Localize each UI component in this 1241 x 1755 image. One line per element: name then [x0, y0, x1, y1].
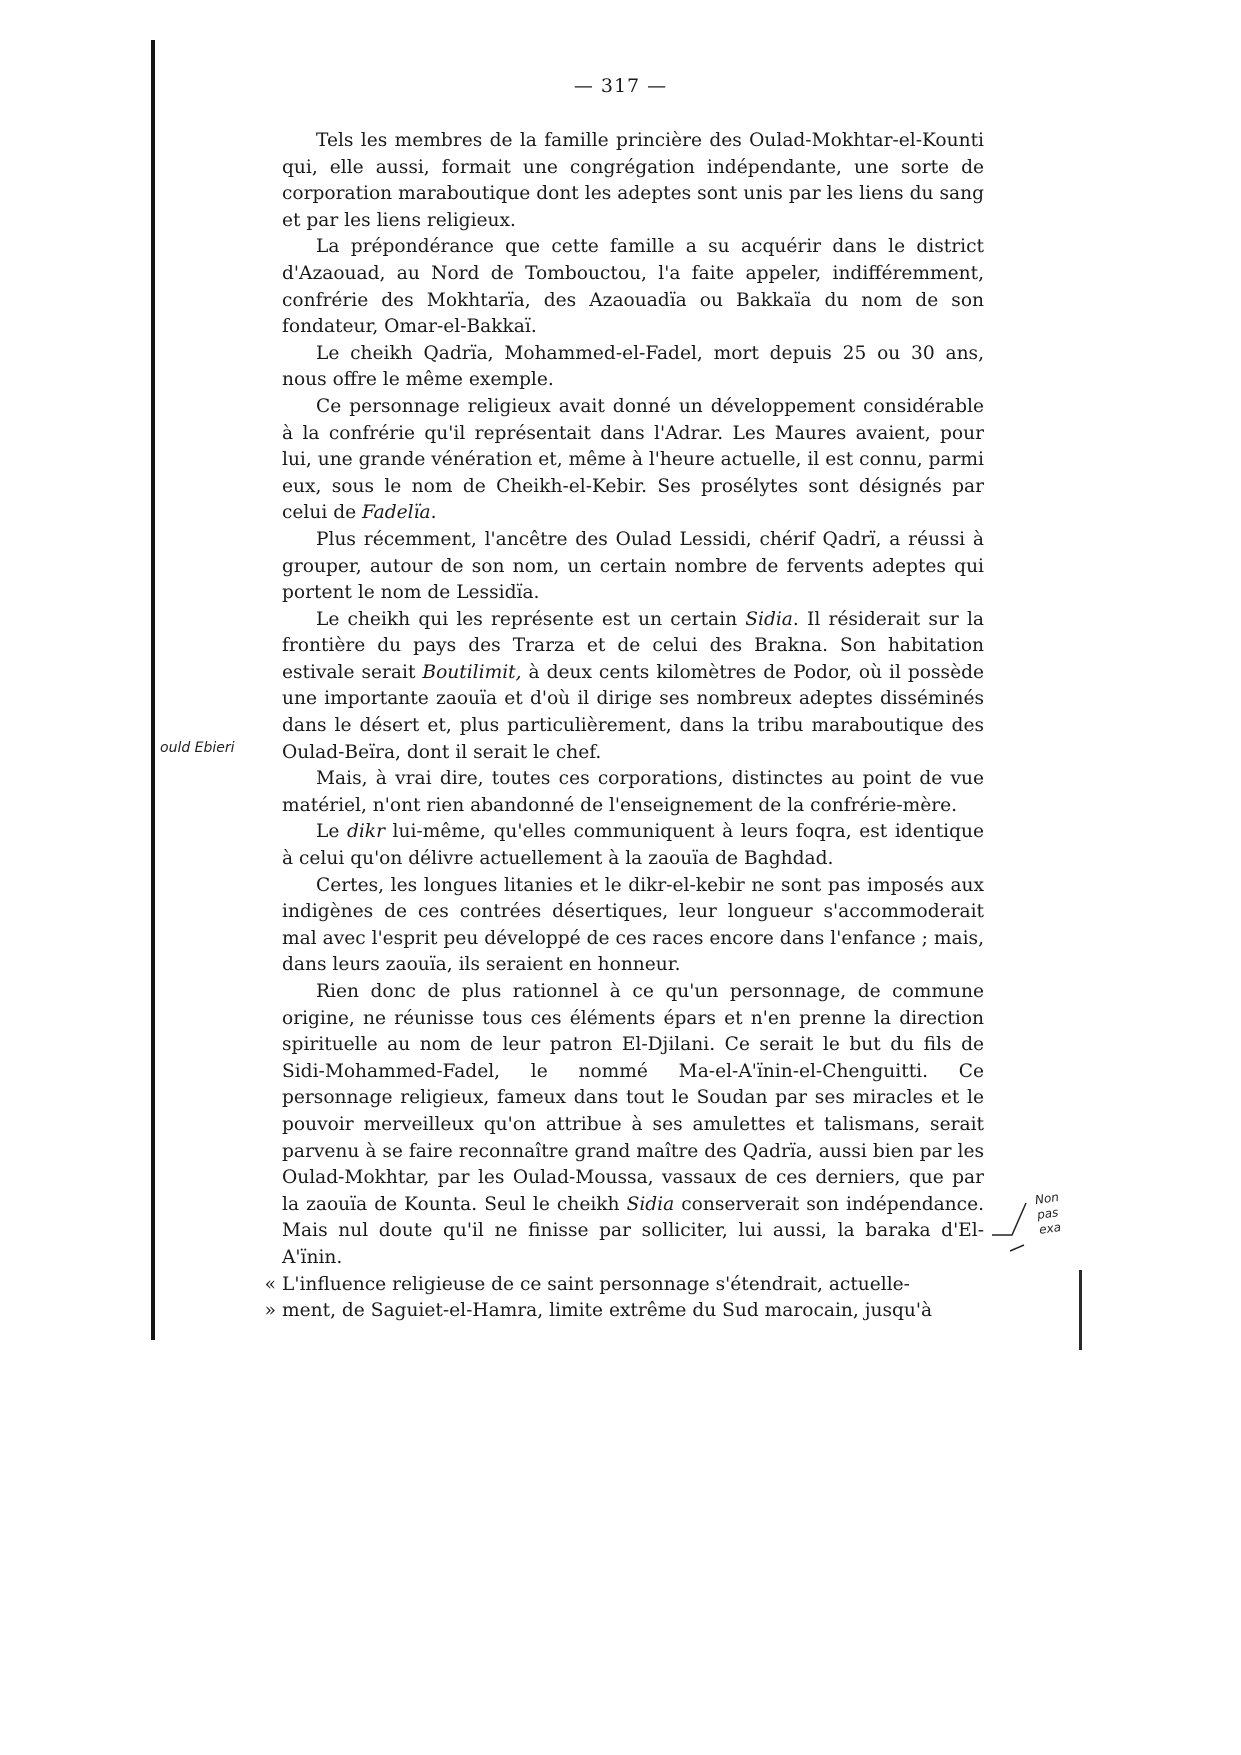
quote-line-2 [264, 1298, 984, 1325]
italic-term: dikr [346, 821, 385, 843]
scan-border-right [1079, 1270, 1082, 1350]
italic-term: Sidia [626, 1193, 675, 1215]
handwritten-note-right [1034, 1187, 1084, 1238]
text-span: conserverait son indépendance. Mais nul doute qu'il ne finisse par solliciter, lui aussi, la baraka d'El-A'ïnin. [282, 1193, 984, 1268]
text-span: L'influence religieuse de ce saint personnage s'étendrait, actuelle- [282, 1273, 910, 1295]
paragraph-cheikh-sidia [282, 607, 984, 767]
text-span: lui-même, qu'elles communiquent à leurs foqra, est identique à celui qu'on délivre actuellement à la zaouïa de Baghdad. [282, 821, 984, 870]
paragraph-ma-el-ainin [282, 979, 984, 1272]
italic-term: Sidia [745, 608, 793, 630]
text-span: Rien donc de plus rationnel à ce qu'un personnage, de commune origine, ne réunisse tous ces éléments épars et n'en prenne la direction spirituelle au nom de leur patron El-Djilani. Ce serait le but du fils de Sidi-Mohammed-Fadel, le nommé Ma-el-A'ïnin-el-Chenguitti. Ce personnage religieux, fameux dans tout le Soudan par ses miracles et le pouvoir merveilleux qu'on attribue à ses amulettes et talismans, serait parvenu à se faire reconnaître grand maître des Qadrïa, aussi bien par les Oulad-Mokhtar, par les Oulad-Moussa, vassaux de ces derniers, que par la zaouïa de Kounta. Seul le cheikh [282, 981, 984, 1215]
paragraph-litanies: Certes, les longues litanies et le dikr-el-kebir ne sont pas imposés aux indigènes de ces contrées désertiques, leur longueur s'accommoderait mal avec l'esprit peu développé de ces races encore dans l'enfance ; mais, dans leurs zaouïa, ils seraient en honneur. [282, 874, 984, 976]
quote-open-mark: « [264, 1273, 276, 1295]
paragraph-preponderance: La prépondérance que cette famille a su acquérir dans le district d'Azaouad, au Nord de Tombouctou, l'a faite appeler, indifféremment, confrérie des Mokhtarïa, des Azaouadïa ou Bakkaïa du nom de son fondateur, Omar-el-Bakkaï. [282, 236, 984, 338]
note-word: Non [1034, 1189, 1060, 1208]
text-span: . [430, 502, 437, 524]
paragraph-personnage-religieux [282, 394, 984, 527]
note-word: pas [1036, 1205, 1060, 1222]
paragraph-cheikh-qadria: Le cheikh Qadrïa, Mohammed-el-Fadel, mort depuis 25 ou 30 ans, nous offre le même exemple. [282, 342, 984, 391]
paragraph-corporations: Mais, à vrai dire, toutes ces corporations, distinctes au point de vue matériel, n'ont rien abandonné de l'enseignement de la confrérie-mère. [282, 768, 984, 816]
handwritten-note-left: ould Ebieri [160, 740, 235, 756]
quote-line-1 [264, 1272, 984, 1299]
text-span: Ce personnage religieux avait donné un développement considérable à la confrérie qu'il représentait dans l'Adrar. Les Maures avaient, pour lui, une grande vénération et, même à l'heure actuelle, il est connu, parmi eux, sous le nom de Cheikh-el-Kebir. Ses prosélytes sont désignés par celui de [282, 395, 984, 524]
paragraph-oulad-mokhtar: Tels les membres de la famille princière des Oulad-Mokhtar-el-Kounti qui, elle aussi, formait une congrégation indépendante, une sorte de corporation maraboutique dont les adeptes sont unis par les liens du sang et par les liens religieux. [282, 130, 984, 231]
text-span: . Il résiderait sur la frontière du pays des Trarza et de celui des Brakna. Son habitation estivale serait [282, 608, 984, 683]
text-span: ment, de Saguiet-el-Hamra, limite extrême du Sud marocain, jusqu'à [282, 1300, 933, 1322]
page-number: — 317 — [573, 75, 668, 97]
note-word: exa [1038, 1219, 1062, 1237]
quote-continuation-mark: » [264, 1300, 276, 1322]
paragraph-lessidia: Plus récemment, l'ancêtre des Oulad Lessidi, chérif Qadrï, a réussi à grouper, autour de son nom, un certain nombre de fervents adeptes qui portent le nom de Lessidïa. [282, 528, 984, 604]
scan-border-left [151, 40, 155, 1340]
body-text [264, 128, 984, 1325]
text-span: Le [316, 821, 347, 843]
italic-term: Fadelïa [362, 502, 431, 524]
text-span: à deux cents kilomètres de Podor, où il possède une importante zaouïa et d'où il dirige ses nombreux adeptes disséminés dans le désert et, plus particulièrement, dans la tribu maraboutique des Oulad-Beïra, dont il serait le chef. [282, 661, 984, 763]
italic-term: Boutilimit, [422, 661, 522, 683]
text-span: Le cheikh qui les représente est un certain [316, 608, 746, 630]
handwritten-bracket-mark [990, 1195, 1030, 1255]
paragraph-dikr [282, 819, 984, 872]
